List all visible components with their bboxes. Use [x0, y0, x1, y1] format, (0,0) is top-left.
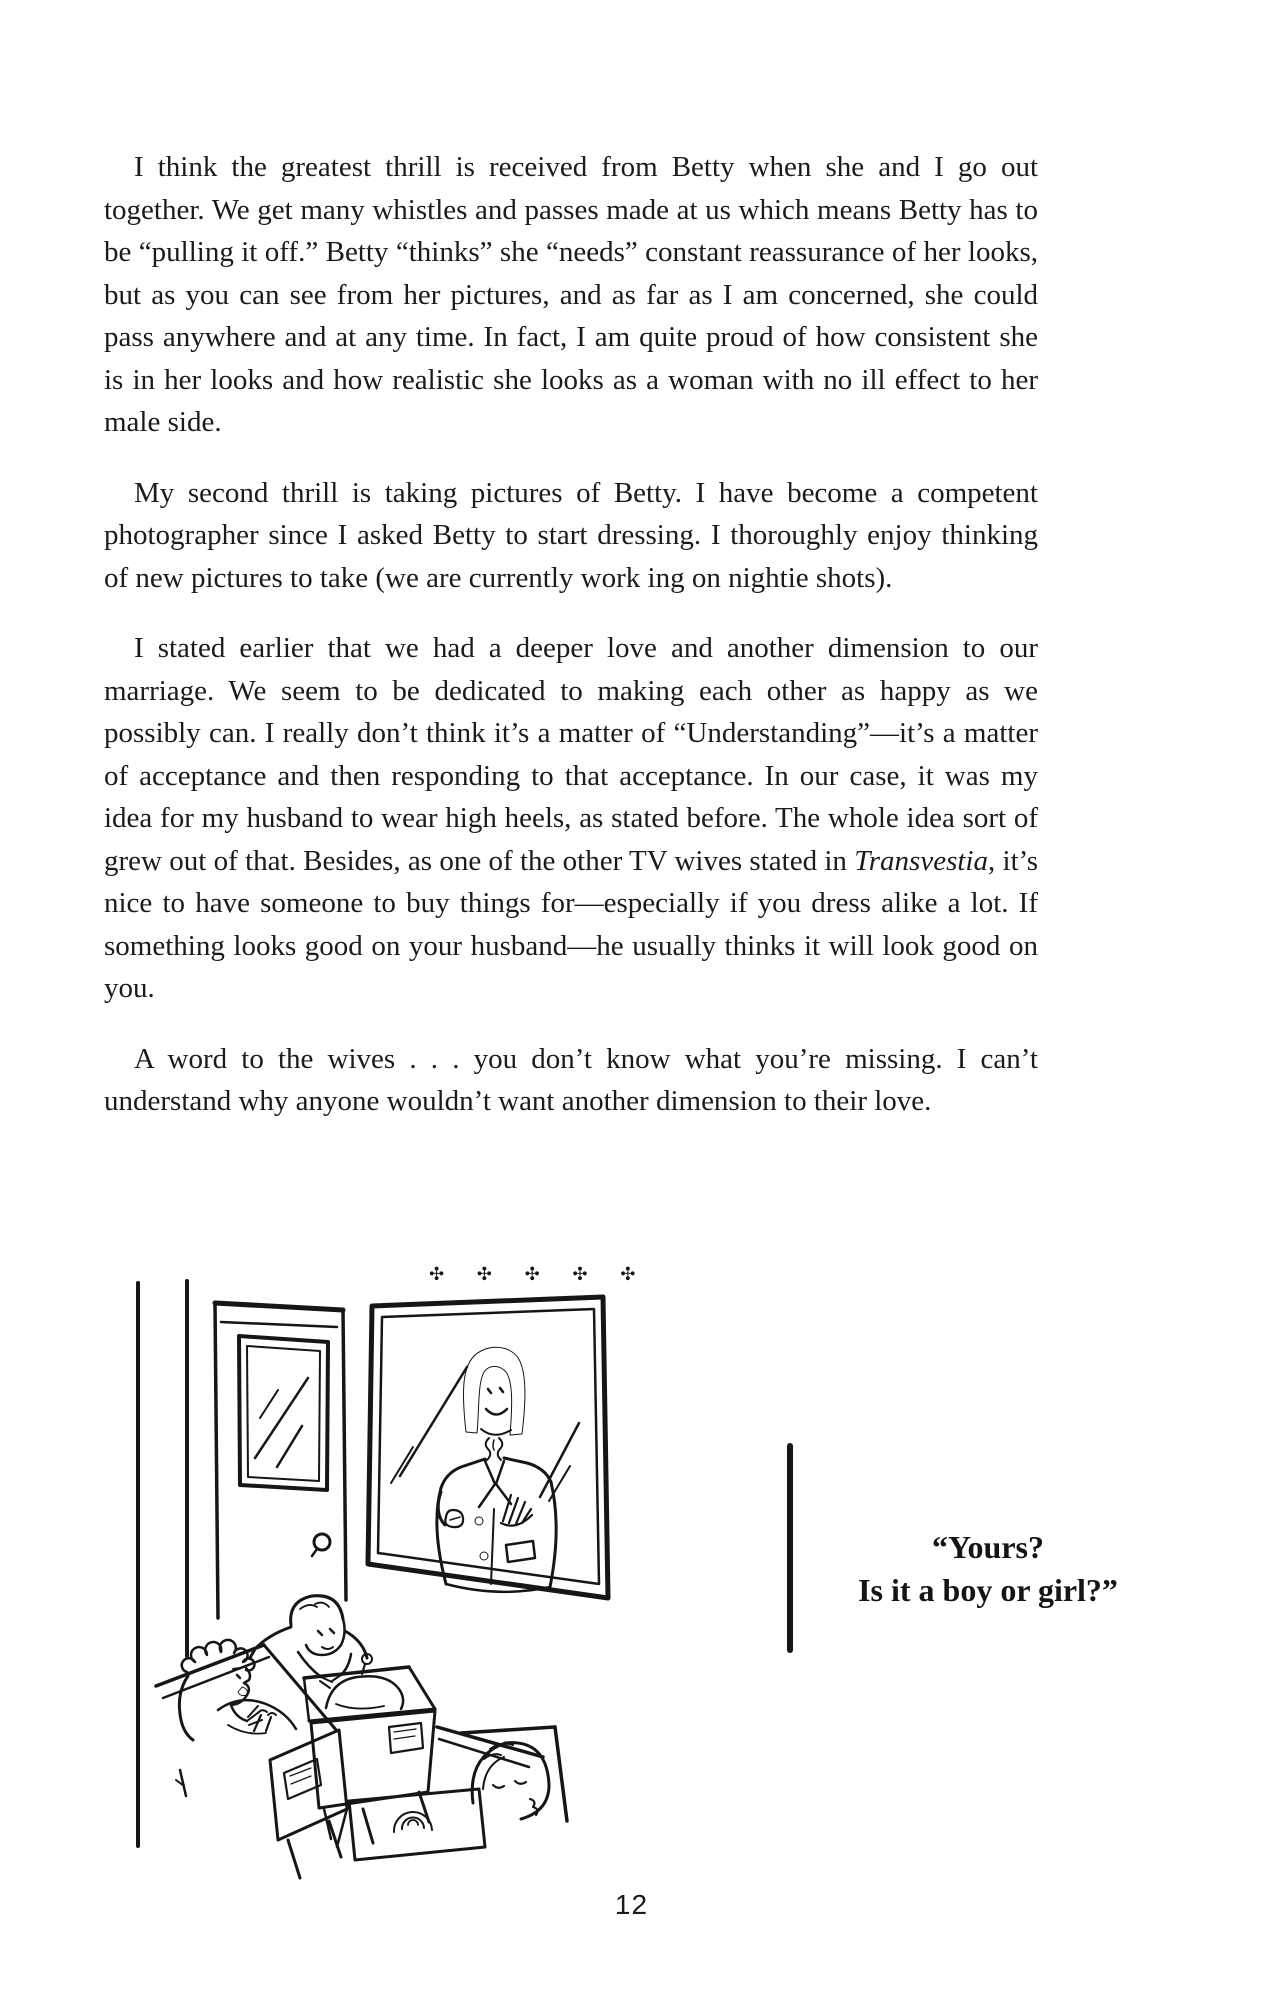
- floor-crib: [337, 1789, 485, 1860]
- paragraph-3: [104, 627, 1038, 1010]
- doorknob: [312, 1534, 330, 1556]
- body-text: [104, 146, 1038, 1123]
- door-window-reflection: [255, 1378, 308, 1467]
- paragraph-1: I think the greatest thrill is received from Betty when she and I go out together. We get many whistles and passes made at us which means Betty has to be “pulling it off.” Betty “thinks” she “needs” constant reassurance of her looks, but as you can see from her pictures, and as far as I am concerned, she could pass anywhere and at any time. In fact, I am quite proud of how consistent she is in her looks and how realistic she looks as a woman with no ill effect to her male side.: [104, 151, 1038, 438]
- paragraph-3-before: I stated earlier that we had a deeper love and another dimension to our marriage. We seem to be dedicated to making each other as happy as we possibly can. I really don’t think it’s a matter of “Understanding”—it’s a matter of acceptance and then responding to that acceptance. In our case, it was my idea for my husband to wear high heels, as stated before. The whole idea sort of grew out of that. Besides, as one of the other TV wives stated in: [104, 632, 1038, 877]
- door: [215, 1303, 346, 1618]
- caption-line-2: Is it a boy or girl?”: [858, 1572, 1118, 1608]
- left-mother: [179, 1640, 262, 1740]
- mirror: [368, 1297, 608, 1598]
- paragraph-2: My second thrill is taking pictures of Betty. I have become a competent photographer since I asked Betty to start dressing. I thoroughly enjoy thinking of new pictures to take (we are currently work ing on nightie shots).: [104, 476, 1038, 594]
- crib-rails: [437, 1727, 543, 1767]
- magazine-title-italic: Transvestia: [854, 844, 988, 877]
- paragraph-4: A word to the wives . . . you don’t know what you’re missing. I can’t understand why anyone wouldn’t want another dimension to their love.: [104, 1042, 1038, 1117]
- paragraph-3-after: , it’s nice to have someone to buy things for—especially if you dress alike a lot. If something looks good on your husband—he usually thinks it will look good on you.: [104, 844, 1038, 1004]
- cartoon-illustration: [100, 1268, 800, 1918]
- page-number: 12: [614, 1889, 649, 1920]
- mirror-figure: [437, 1347, 556, 1592]
- sleeping-baby: [461, 1727, 567, 1821]
- ornament-row: ✣ ✣ ✣ ✣ ✣: [429, 1264, 636, 1285]
- cartoon-caption: [818, 1526, 1158, 1612]
- caption-line-1: “Yours?: [931, 1529, 1044, 1565]
- wall-lines: [138, 1281, 790, 1846]
